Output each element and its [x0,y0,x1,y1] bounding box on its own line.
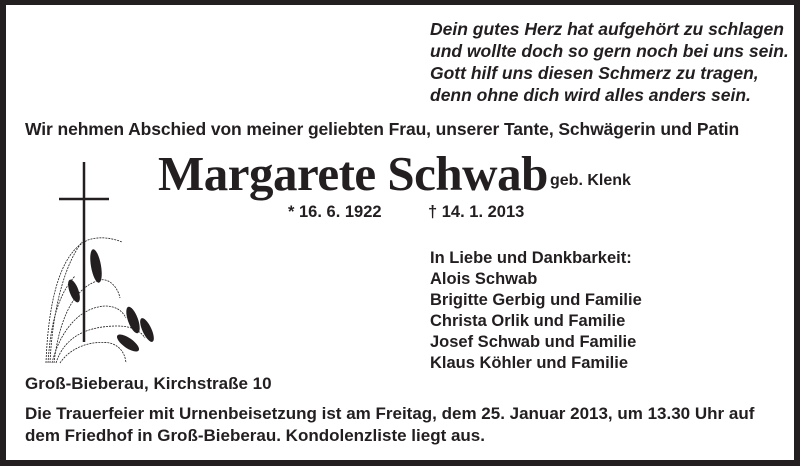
verse-line: und wollte doch so gern noch bei uns sein. [430,41,789,61]
maiden-name: geb. Klenk [550,172,631,189]
verse [430,18,789,106]
verse-line: Gott hilf uns diesen Schmerz zu tragen, [430,63,759,83]
mourners-list [430,248,642,374]
address: Groß-Bieberau, Kirchstraße 10 [25,374,272,393]
death-date: † 14. 1. 2013 [428,203,525,221]
mourner: Klaus Köhler und Familie [430,354,629,372]
cross-wheat-icon [30,158,160,378]
mourners-heading: In Liebe und Dankbarkeit: [430,249,632,267]
ceremony-line: dem Friedhof in Groß-Bieberau. Kondolenzliste liegt aus. [25,426,485,445]
mourner: Christa Orlik und Familie [430,312,626,330]
ceremony-info [25,403,754,447]
ceremony-line: Die Trauerfeier mit Urnenbeisetzung ist am Freitag, dem 25. Januar 2013, um 13.30 Uhr auf [25,404,755,423]
verse-line: Dein gutes Herz hat aufgehört zu schlagen [430,19,784,39]
mourner: Alois Schwab [430,270,538,288]
mourner: Brigitte Gerbig und Familie [430,291,642,309]
birth-date: * 16. 6. 1922 [288,203,382,221]
mourner: Josef Schwab und Familie [430,333,637,351]
verse-line: denn ohne dich wird alles anders sein. [430,85,751,105]
deceased-name: Margarete Schwab [158,146,548,201]
intro-text: Wir nehmen Abschied von meiner geliebten Frau, unserer Tante, Schwägerin und Patin [25,119,740,139]
